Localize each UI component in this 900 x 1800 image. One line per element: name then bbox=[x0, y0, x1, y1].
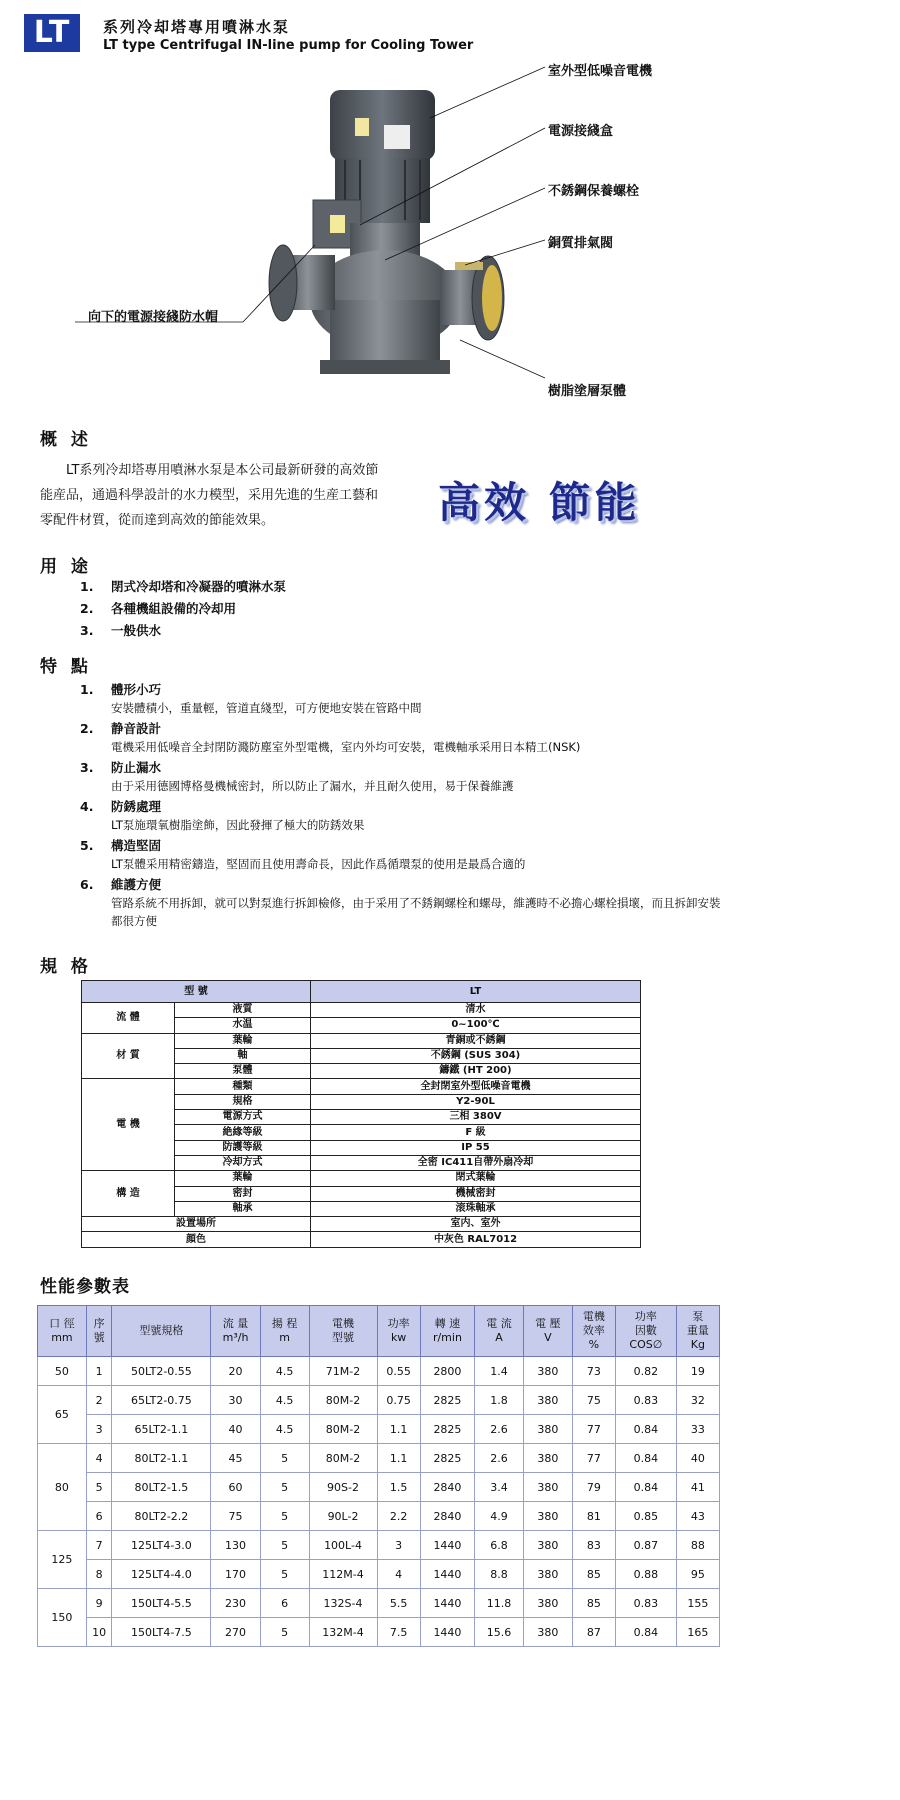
table-cell: 32 bbox=[676, 1386, 719, 1415]
diameter-cell: 150 bbox=[38, 1589, 87, 1647]
table-cell: 0.88 bbox=[616, 1560, 677, 1589]
table-cell: 6 bbox=[260, 1589, 309, 1618]
pump-illustration bbox=[0, 50, 900, 410]
motor-fan-cover bbox=[330, 90, 435, 160]
table-cell: 83 bbox=[572, 1531, 615, 1560]
spec-value: 閉式葉輪 bbox=[311, 1171, 641, 1186]
table-cell: 65LT2-0.75 bbox=[112, 1386, 211, 1415]
spec-value: IP 55 bbox=[311, 1140, 641, 1155]
table-cell: 380 bbox=[523, 1473, 572, 1502]
table-cell: 79 bbox=[572, 1473, 615, 1502]
table-row bbox=[82, 1217, 641, 1232]
table-row bbox=[38, 1531, 720, 1560]
table-cell: 65LT2-1.1 bbox=[112, 1415, 211, 1444]
table-row bbox=[38, 1589, 720, 1618]
table-cell: 40 bbox=[211, 1415, 260, 1444]
features-title: 特 點 bbox=[40, 657, 92, 677]
spec-item: 防護等級 bbox=[175, 1140, 311, 1155]
table-cell: 1.8 bbox=[475, 1386, 524, 1415]
spec-value: 青銅或不銹鋼 bbox=[311, 1033, 641, 1048]
table-row bbox=[38, 1386, 720, 1415]
table-cell: 7.5 bbox=[377, 1618, 420, 1647]
table-cell: 75 bbox=[211, 1502, 260, 1531]
table-cell: 1440 bbox=[420, 1589, 474, 1618]
list-item: 3. 防止漏水 由于采用德國博格曼機械密封，所以防止了漏水，并且耐久使用，易于保養維護 bbox=[80, 760, 514, 793]
table-cell: 77 bbox=[572, 1444, 615, 1473]
diameter-cell: 50 bbox=[38, 1357, 87, 1386]
table-cell: 80M-2 bbox=[309, 1444, 377, 1473]
table-cell: 60 bbox=[211, 1473, 260, 1502]
table-cell: 3 bbox=[377, 1531, 420, 1560]
table-cell: 19 bbox=[676, 1357, 719, 1386]
table-row bbox=[82, 1171, 641, 1186]
table-cell: 130 bbox=[211, 1531, 260, 1560]
column-header: 電 流 A bbox=[475, 1306, 524, 1357]
table-cell: 2840 bbox=[420, 1502, 474, 1531]
table-cell: 4.5 bbox=[260, 1415, 309, 1444]
outlet-opening bbox=[482, 265, 502, 331]
spec-group-label: 材 質 bbox=[82, 1033, 175, 1079]
list-item: 3. 一般供水 bbox=[80, 623, 162, 638]
table-cell: 380 bbox=[523, 1589, 572, 1618]
table-cell: 88 bbox=[676, 1531, 719, 1560]
table-cell: 7 bbox=[86, 1531, 112, 1560]
diameter-cell: 125 bbox=[38, 1531, 87, 1589]
table-cell: 2.6 bbox=[475, 1415, 524, 1444]
diameter-cell: 80 bbox=[38, 1444, 87, 1531]
table-cell: 5 bbox=[260, 1560, 309, 1589]
table-cell: 380 bbox=[523, 1415, 572, 1444]
brass-vent-valve bbox=[455, 262, 483, 270]
table-cell: 230 bbox=[211, 1589, 260, 1618]
uses-list bbox=[80, 576, 286, 642]
table-cell: 90L-2 bbox=[309, 1502, 377, 1531]
list-item: 1. 閉式冷却塔和冷凝器的噴淋水泵 bbox=[80, 579, 287, 594]
spec-item: 葉輪 bbox=[175, 1033, 311, 1048]
table-cell: 71M-2 bbox=[309, 1357, 377, 1386]
brand-logo: LT bbox=[24, 14, 80, 52]
column-header: 口 徑 mm bbox=[38, 1306, 87, 1357]
table-cell: 5 bbox=[260, 1473, 309, 1502]
spec-value: 室内、室外 bbox=[311, 1217, 641, 1232]
spec-value: 0~100℃ bbox=[311, 1018, 641, 1033]
spec-value: 中灰色 RAL7012 bbox=[311, 1232, 641, 1247]
table-cell: 43 bbox=[676, 1502, 719, 1531]
table-cell: 2825 bbox=[420, 1386, 474, 1415]
page-title-en: LT type Centrifugal IN-line pump for Cooling Tower bbox=[103, 38, 474, 53]
spec-header-model: 型 號 bbox=[82, 981, 311, 1003]
table-cell: 81 bbox=[572, 1502, 615, 1531]
list-item: 6. 維護方便 管路系統不用拆卸，就可以對泵進行拆卸檢修，由于采用了不銹鋼螺栓和螺母，維護時不必擔心螺栓損壞，而且拆卸安裝都很方便 bbox=[80, 877, 721, 928]
spec-item: 冷却方式 bbox=[175, 1155, 311, 1170]
table-cell: 2825 bbox=[420, 1444, 474, 1473]
table-cell: 1 bbox=[86, 1357, 112, 1386]
table-cell: 270 bbox=[211, 1618, 260, 1647]
list-item: 2. 静音設計 電機采用低噪音全封閉防濺防塵室外型電機，室内外均可安裝，電機軸承采用日本精工(NSK) bbox=[80, 721, 581, 754]
callout-cable-cap: 向下的電源接綫防水帽 bbox=[88, 310, 219, 325]
table-row bbox=[38, 1415, 720, 1444]
table-row bbox=[38, 1357, 720, 1386]
table-cell: 170 bbox=[211, 1560, 260, 1589]
column-header: 揚 程 m bbox=[260, 1306, 309, 1357]
table-cell: 380 bbox=[523, 1502, 572, 1531]
table-cell: 1.1 bbox=[377, 1444, 420, 1473]
list-item: 5. 構造堅固 LT泵體采用精密鑄造，堅固而且使用壽命長，因此作爲循環泵的使用是最爲合適的 bbox=[80, 838, 526, 871]
table-cell: 1.4 bbox=[475, 1357, 524, 1386]
table-cell: 4 bbox=[377, 1560, 420, 1589]
table-cell: 8 bbox=[86, 1560, 112, 1589]
spec-header-value: LT bbox=[311, 981, 641, 1003]
spec-value: Y2-90L bbox=[311, 1094, 641, 1109]
spec-value: 全封閉室外型低噪音電機 bbox=[311, 1079, 641, 1094]
table-cell: 80M-2 bbox=[309, 1415, 377, 1444]
table-cell: 77 bbox=[572, 1415, 615, 1444]
spec-value: 清水 bbox=[311, 1003, 641, 1018]
table-cell: 80LT2-1.5 bbox=[112, 1473, 211, 1502]
table-cell: 100L-4 bbox=[309, 1531, 377, 1560]
table-row bbox=[38, 1473, 720, 1502]
column-header: 型號規格 bbox=[112, 1306, 211, 1357]
spec-group-label: 流 體 bbox=[82, 1003, 175, 1034]
table-cell: 75 bbox=[572, 1386, 615, 1415]
column-header: 電 壓 V bbox=[523, 1306, 572, 1357]
table-row bbox=[38, 1560, 720, 1589]
table-cell: 6 bbox=[86, 1502, 112, 1531]
table-cell: 165 bbox=[676, 1618, 719, 1647]
table-cell: 4.5 bbox=[260, 1386, 309, 1415]
table-cell: 1440 bbox=[420, 1560, 474, 1589]
table-cell: 4 bbox=[86, 1444, 112, 1473]
table-cell: 2.6 bbox=[475, 1444, 524, 1473]
spec-item: 設置場所 bbox=[82, 1217, 311, 1232]
motor-label bbox=[355, 118, 369, 136]
performance-title: 性能參數表 bbox=[40, 1277, 130, 1297]
list-item: 4. 防銹處理 LT泵施環氧樹脂塗飾，因此發揮了極大的防銹效果 bbox=[80, 799, 365, 832]
callout-vent-valve: 銅質排氣閥 bbox=[548, 236, 614, 251]
table-cell: 0.82 bbox=[616, 1357, 677, 1386]
table-cell: 50LT2-0.55 bbox=[112, 1357, 211, 1386]
table-cell: 4.5 bbox=[260, 1357, 309, 1386]
table-cell: 380 bbox=[523, 1560, 572, 1589]
spec-item: 軸承 bbox=[175, 1201, 311, 1216]
table-cell: 0.84 bbox=[616, 1473, 677, 1502]
table-cell: 132M-4 bbox=[309, 1618, 377, 1647]
table-cell: 155 bbox=[676, 1589, 719, 1618]
nameplate bbox=[384, 125, 410, 149]
table-cell: 2800 bbox=[420, 1357, 474, 1386]
table-cell: 73 bbox=[572, 1357, 615, 1386]
table-row bbox=[82, 1232, 641, 1247]
table-cell: 5 bbox=[260, 1618, 309, 1647]
slogan: 高效 節能 bbox=[438, 478, 641, 527]
table-cell: 0.83 bbox=[616, 1589, 677, 1618]
inlet-flange bbox=[269, 245, 297, 321]
table-cell: 150LT4-7.5 bbox=[112, 1618, 211, 1647]
page-title-cn: 系列冷却塔專用噴淋水泵 bbox=[103, 18, 291, 36]
table-cell: 380 bbox=[523, 1531, 572, 1560]
spec-title: 規 格 bbox=[40, 957, 92, 977]
spec-group-label: 電 機 bbox=[82, 1079, 175, 1171]
table-cell: 5 bbox=[260, 1531, 309, 1560]
table-cell: 112M-4 bbox=[309, 1560, 377, 1589]
table-cell: 11.8 bbox=[475, 1589, 524, 1618]
table-row bbox=[38, 1502, 720, 1531]
diameter-cell: 65 bbox=[38, 1386, 87, 1444]
column-header: 流 量 m³/h bbox=[211, 1306, 260, 1357]
uses-title: 用 途 bbox=[40, 557, 92, 577]
table-cell: 9 bbox=[86, 1589, 112, 1618]
table-row bbox=[82, 1079, 641, 1094]
table-cell: 0.75 bbox=[377, 1386, 420, 1415]
spec-item: 絶緣等級 bbox=[175, 1125, 311, 1140]
table-cell: 5 bbox=[260, 1502, 309, 1531]
spec-item: 密封 bbox=[175, 1186, 311, 1201]
spec-item: 水温 bbox=[175, 1018, 311, 1033]
table-row bbox=[38, 1444, 720, 1473]
column-header: 電機 效率 % bbox=[572, 1306, 615, 1357]
spec-value: 機械密封 bbox=[311, 1186, 641, 1201]
table-cell: 0.85 bbox=[616, 1502, 677, 1531]
table-cell: 2 bbox=[86, 1386, 112, 1415]
table-cell: 5 bbox=[260, 1444, 309, 1473]
table-cell: 2.2 bbox=[377, 1502, 420, 1531]
column-header: 轉 速 r/min bbox=[420, 1306, 474, 1357]
spec-item: 種類 bbox=[175, 1079, 311, 1094]
table-cell: 95 bbox=[676, 1560, 719, 1589]
table-row bbox=[38, 1618, 720, 1647]
spec-item: 顔色 bbox=[82, 1232, 311, 1247]
table-cell: 150LT4-5.5 bbox=[112, 1589, 211, 1618]
table-cell: 0.84 bbox=[616, 1415, 677, 1444]
pump-base bbox=[320, 360, 450, 374]
spec-value: 不銹鋼 (SUS 304) bbox=[311, 1048, 641, 1063]
overview-paragraph: LT系列冷却塔專用噴淋水泵是本公司最新研發的高效節能産品，通過科學設計的水力模型，采用先進的生産工藝和零配件材質，從而達到高效的節能效果。 bbox=[40, 463, 379, 528]
table-cell: 0.84 bbox=[616, 1444, 677, 1473]
performance-table bbox=[37, 1305, 720, 1647]
column-header: 功率 因數 COS∅ bbox=[616, 1306, 677, 1357]
table-cell: 2840 bbox=[420, 1473, 474, 1502]
table-cell: 1.5 bbox=[377, 1473, 420, 1502]
table-cell: 380 bbox=[523, 1357, 572, 1386]
table-cell: 90S-2 bbox=[309, 1473, 377, 1502]
callout-resin-body: 樹脂塗層泵體 bbox=[548, 384, 627, 399]
table-cell: 45 bbox=[211, 1444, 260, 1473]
table-cell: 33 bbox=[676, 1415, 719, 1444]
table-cell: 380 bbox=[523, 1386, 572, 1415]
table-cell: 380 bbox=[523, 1444, 572, 1473]
table-cell: 132S-4 bbox=[309, 1589, 377, 1618]
features-list bbox=[80, 680, 731, 932]
callout-motor: 室外型低噪音電機 bbox=[548, 64, 653, 79]
table-row bbox=[82, 1003, 641, 1018]
spec-value: F 級 bbox=[311, 1125, 641, 1140]
table-cell: 4.9 bbox=[475, 1502, 524, 1531]
table-cell: 80LT2-2.2 bbox=[112, 1502, 211, 1531]
list-item: 2. 各種機組設備的冷却用 bbox=[80, 601, 237, 616]
spec-value: 鑄鐵 (HT 200) bbox=[311, 1064, 641, 1079]
table-cell: 3 bbox=[86, 1415, 112, 1444]
spec-item: 電源方式 bbox=[175, 1110, 311, 1125]
table-cell: 380 bbox=[523, 1618, 572, 1647]
spec-value: 全密 IC411自帶外扇冷却 bbox=[311, 1155, 641, 1170]
overview-text bbox=[40, 458, 385, 533]
table-cell: 6.8 bbox=[475, 1531, 524, 1560]
table-cell: 41 bbox=[676, 1473, 719, 1502]
table-cell: 40 bbox=[676, 1444, 719, 1473]
table-cell: 2825 bbox=[420, 1415, 474, 1444]
table-cell: 87 bbox=[572, 1618, 615, 1647]
table-cell: 5.5 bbox=[377, 1589, 420, 1618]
table-cell: 0.87 bbox=[616, 1531, 677, 1560]
table-cell: 0.84 bbox=[616, 1618, 677, 1647]
table-cell: 125LT4-3.0 bbox=[112, 1531, 211, 1560]
table-cell: 80LT2-1.1 bbox=[112, 1444, 211, 1473]
spec-item: 葉輪 bbox=[175, 1171, 311, 1186]
table-cell: 5 bbox=[86, 1473, 112, 1502]
spec-item: 軸 bbox=[175, 1048, 311, 1063]
table-cell: 125LT4-4.0 bbox=[112, 1560, 211, 1589]
table-cell: 1440 bbox=[420, 1618, 474, 1647]
spec-value: 三相 380V bbox=[311, 1110, 641, 1125]
spec-item: 泵體 bbox=[175, 1064, 311, 1079]
callout-bolts: 不銹鋼保養螺栓 bbox=[548, 184, 640, 199]
table-cell: 10 bbox=[86, 1618, 112, 1647]
table-cell: 3.4 bbox=[475, 1473, 524, 1502]
table-cell: 20 bbox=[211, 1357, 260, 1386]
table-cell: 85 bbox=[572, 1560, 615, 1589]
table-cell: 80M-2 bbox=[309, 1386, 377, 1415]
table-cell: 15.6 bbox=[475, 1618, 524, 1647]
spec-item: 液質 bbox=[175, 1003, 311, 1018]
column-header: 泵 重量 Kg bbox=[676, 1306, 719, 1357]
spec-value: 滚珠軸承 bbox=[311, 1201, 641, 1216]
overview-title: 概 述 bbox=[40, 430, 92, 450]
spec-item: 規格 bbox=[175, 1094, 311, 1109]
column-header: 序 號 bbox=[86, 1306, 112, 1357]
column-header: 功率 kw bbox=[377, 1306, 420, 1357]
spec-group-label: 構 造 bbox=[82, 1171, 175, 1217]
table-cell: 30 bbox=[211, 1386, 260, 1415]
table-cell: 1440 bbox=[420, 1531, 474, 1560]
table-row bbox=[82, 1033, 641, 1048]
spec-table bbox=[81, 980, 641, 1248]
callout-junction-box: 電源接綫盒 bbox=[548, 124, 614, 139]
table-cell: 8.8 bbox=[475, 1560, 524, 1589]
table-cell: 0.83 bbox=[616, 1386, 677, 1415]
column-header: 電機 型號 bbox=[309, 1306, 377, 1357]
list-item: 1. 體形小巧 安裝體積小，重量輕，管道直綫型，可方便地安裝在管路中間 bbox=[80, 682, 422, 715]
table-cell: 85 bbox=[572, 1589, 615, 1618]
table-cell: 0.55 bbox=[377, 1357, 420, 1386]
table-cell: 1.1 bbox=[377, 1415, 420, 1444]
